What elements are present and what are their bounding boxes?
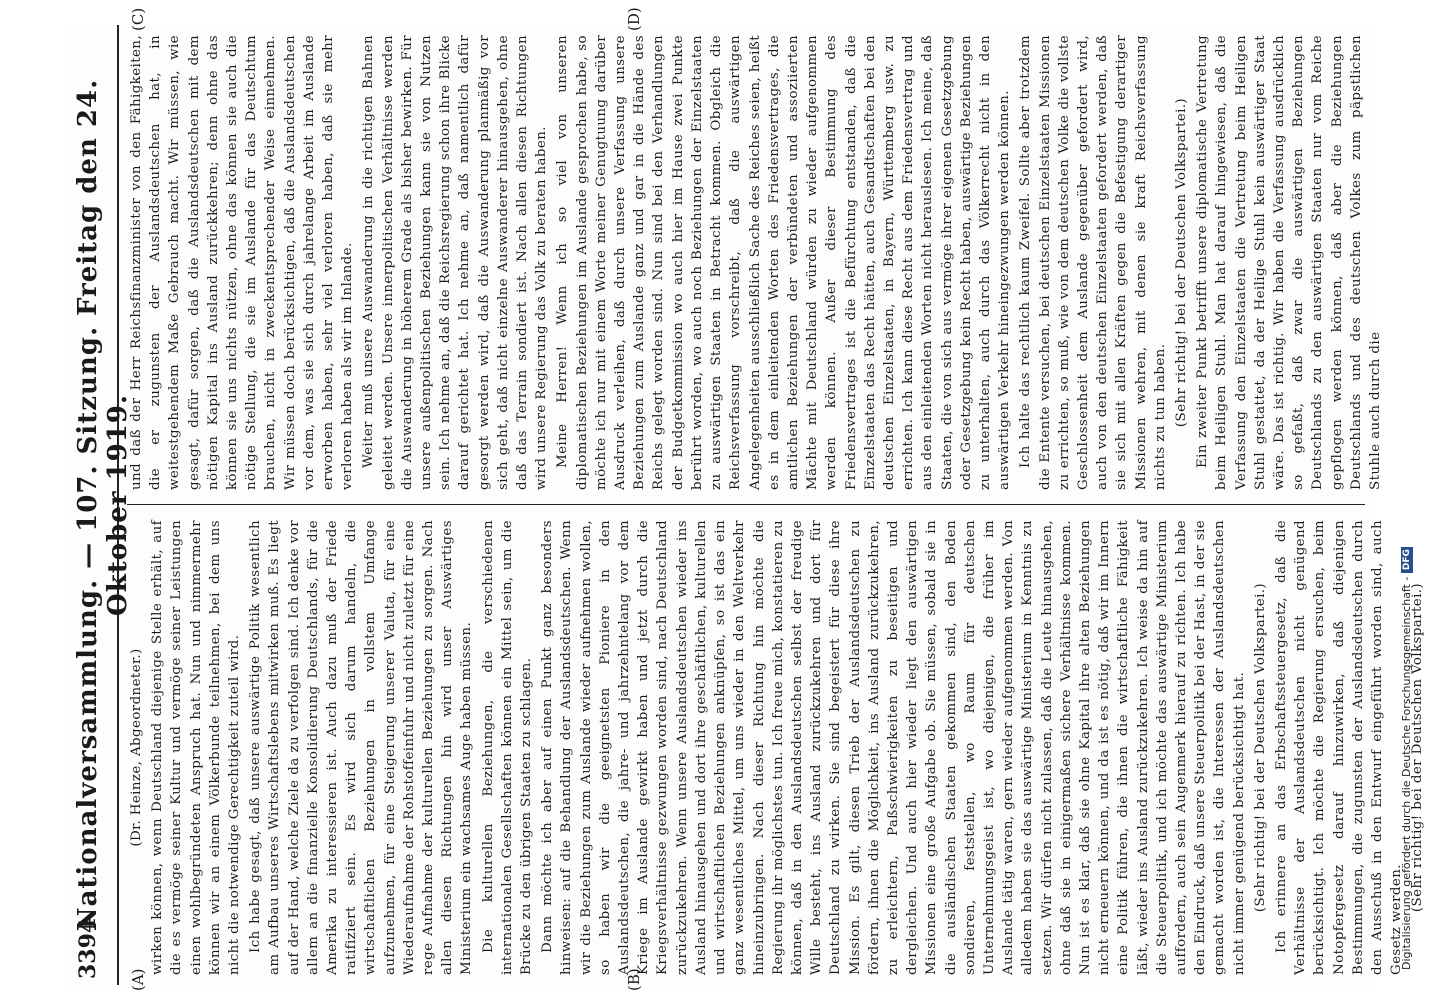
page-number: 3394 xyxy=(75,917,101,979)
paragraph: Meine Herren! Wenn ich so viel von unseren diplomatischen Beziehungen im Auslande gesprochen habe, so möchte ich nur mit einem Worte meiner Genugtuung darüber Ausdruck verleihen, daß durch unsere Verfassung unsere Beziehungen zum Auslande ganz und gar in die Hände des Reichs gelegt worden sind. Nun sind bei den Verhandlungen der Budgetkommission wo auch hier im Hause zwei Punkte berührt worden, wo auch noch Beziehungen der Einzelstaaten zu auswärtigen Staaten in Betracht kommen. Obgleich die Reichsverfassung vorschreibt, daß die auswärtigen Angelegenheiten ausschließlich Sache des Reiches seien, heißt es in dem einleitenden Worten des Friedensvertrages, die amtlichen Beziehungen der verbündeten und assoziierten Mächte mit Deutschland würden zu wieder aufgenommen werden können. Außer dieser Bestimmung des Friedensvertrages ist die Befürchtung entstanden, daß die Einzelstaaten das Recht hätten, auch Gesandtschaften bei den deutschen Einzelstaaten, in Bayern, Württemberg usw. zu errichten. Ich kann diese Recht aus dem Friedensvertrag und aus den einleitenden Worten nicht herauslesen. Ich meine, daß Staaten, die von sich aus vermöge ihrer eigenen Gesetzgebung oder Gesetzgebung kein Recht haben, auswärtige Beziehungen zu unterhalten, auch durch das Völkerrecht nicht in den auswärtigen Verkehr hineingezwungen werden können. xyxy=(555,35,1013,490)
interjection: (Sehr richtig! bei der Deutschen Volkspartei.) xyxy=(1410,582,1426,913)
page-title: Nationalversammlung. — 107. Sitzung. Freitag den 24. Oktober 1919. xyxy=(73,78,133,932)
interjection: (Sehr richtig! bei der Deutschen Volkspartei.) xyxy=(1252,582,1268,913)
dfg-logo: DFG xyxy=(1401,547,1413,573)
paragraph: und daß der Herr Reichsfinanzminister von den Fähigkeiten, die er zugunsten der Auslandsdeutschen hat, in weitestgehendem Maße Gebrauch macht. Wir müssen, wie gesagt, dafür sorgen, daß die Auslandsdeutschen mit dem nötigen Kapital ins Ausland zurückkehren; denn ohne das können sie uns nichts nützen, ohne das können sie auch die nötige Stellung, die sie im Auslande für das Deutschtum brauchen, nicht in zweckentsprechender Weise einnehmen. Wir müssen doch berücksichtigen, daß die Auslandsdeutschen vor dem, was sie sich durch jahrelange Arbeit im Auslande erworben haben, sehr viel verloren haben, daß sie mehr verloren haben als wir im Inlande. xyxy=(129,35,356,490)
paragraph: Die kulturellen Beziehungen, die verschiedenen internationalen Gesellschaften können ein Mittel sein, um die Brücke zu den übrigen Staaten zu schlagen. xyxy=(480,520,535,975)
margin-letter-b: (B) xyxy=(625,968,643,991)
paragraph: Ich halte das rechtlich kaum Zweifel. Sollte aber trotzdem die Entente versuchen, bei deutschen Einzelstaaten Missionen zu errichten, so muß, wie von dem deutschen Volke die vollste Geschlossenheit dem Auslande gegenüber gefordert wird, auch von den deutschen Einzelstaaten gefordert werden, daß sie sich mit allen Kräften gegen die Befestigung derartiger Missionen wehren, mit denen sie kraft Reichsverfassung nichts zu tun haben. xyxy=(1018,35,1168,490)
paragraph: Ein zweiter Punkt betrifft unsere diplomatische Vertretung beim Heiligen Stuhl. Man hat darauf hingewiesen, daß die Verfassung den Einzelstaaten die Vertretung beim Heiligen Stuhl gestattet, da der Heilige Stuhl kein auswärtiger Staat wäre. Das ist richtig. Wir haben die Verfassung ausdrücklich so gefaßt, daß zwar die auswärtigen Beziehungen Deutschlands zu den auswärtigen Staaten nur vom Reiche gepflogen werden können, daß aber die Beziehungen Deutschlands und des deutschen Volkes zum päpstlichen Stuhle auch durch die xyxy=(1195,35,1383,490)
paragraph: wirken können, wenn Deutschland diejenige Stelle erhält, auf die es vermöge seiner Kultur und vermöge seiner Leistungen einen wohlbegründeten Anspruch hat. Nun und nimmermehr können wir an einem Völkerbunde teilnehmen, bei dem uns nicht die notwendige Gerechtigkeit zuteil wird. xyxy=(150,520,243,975)
paragraph: Dann möchte ich aber auf einen Punkt ganz besonders hinweisen: auf die Behandlung der Auslandsdeutschen. Wenn wir die Beziehungen zum Auslande wieder aufnehmen wollen, so haben wir die geeignetsten Pioniere in den Auslandsdeutschen, die jahre- und jahrzehntelang vor dem Kriege im Auslande gewirkt haben und jetzt durch die Kriegsverhältnisse gezwungen worden sind, nach Deutschland zurückzukehren. Wenn unsere Auslandsdeutschen wieder ins Ausland hinausgehen und dort ihre geschäftlichen, kulturellen und wirtschaftlichen Beziehungen anknüpfen, so ist das ein ganz wesentliches Mittel, um uns wieder in den Weltverkehr hineinzubringen. Nach dieser Richtung hin möchte die Regierung ihr möglichstes tun. Ich freue mich, konstatieren zu können, daß in den Auslandsdeutschen selbst der freudige Wille besteht, ins Ausland zurückzukehren und dort für Deutschland zu wirken. Sie sind begeistert für diese ihre Mission. Es gilt, diesen Trieb der Auslandsdeutschen zu fördern, ihnen die Möglichkeit, ins Ausland zurückzukehren, zu erleichtern, Paßschwierigkeiten zu beseitigen und dergleichen. Und auch hier wieder liegt den auswärtigen Missionen eine große Aufgabe ob. Sie müssen, sobald sie in die ausländischen Staaten gekommen sind, den Boden sondieren, feststellen, wo Raum für deutschen Unternehmungsgeist ist, wo diejenigen, die früher im Auslande tätig waren, gern wieder aufgenommen werden. Von alledem haben sie das auswärtige Ministerium in Kenntnis zu setzen. Wir dürfen nicht zulassen, daß die Leute hinausgehen, ohne daß sie in einigermaßen sichere Verhältnisse kommen. Nun ist es klar, daß sie ohne Kapital ihre alten Beziehungen nicht erneuern können, und da ist es nötig, daß wir im Innern eine Politik führen, die ihnen die wirtschaftliche Fähigkeit läßt, wieder ins Ausland zurückzukehren. Ich weise da hin auf die Steuerpolitik, und ich möchte das auswärtige Ministerium auffordern, auch sein Augenmerk hierauf zu richten. Ich habe den Eindruck, daß unsere Steuerpolitik bei der Hast, in der sie gemacht worden ist, die Interessen der Auslandsdeutschen nicht immer genügend berücksichtigt hat. xyxy=(540,520,1247,975)
speaker-line: (Dr. Heinze, Abgeordneter.) xyxy=(129,648,144,847)
page-header xyxy=(65,25,133,985)
column-divider xyxy=(127,504,1365,505)
funding-text: Digitalisierung gefördert durch die Deutsche Forschungsgemeinschaft - xyxy=(1400,576,1413,970)
footer-credit xyxy=(1400,10,1430,990)
paragraph: Ich erinnere an das Erbschaftssteuergesetz, daß die Verhältnisse der Auslandsdeutschen nicht genügend berücksichtigt. Ich möchte die Regierung ersuchen, beim Notopfergesetz darauf hinzuwirken, daß diejenigen Bestimmungen, die zugunsten der Auslandsdeutschen durch den Ausschuß in den Entwurf eingeführt worden sind, auch Gesetz werden. xyxy=(1273,520,1405,975)
margin-letter-c: (C) xyxy=(129,7,147,31)
interjection: (Sehr richtig! bei der Deutschen Volkspartei.) xyxy=(1173,97,1189,428)
funding-note xyxy=(1400,547,1413,970)
margin-letter-d: (D) xyxy=(625,7,643,31)
margin-letter-a: (A) xyxy=(129,968,147,991)
paragraph: Weiter muß unsere Auswanderung in die richtigen Bahnen geleitet werden. Unsere innerpolitischen Verhältnisse werden die Auswanderung in höherem Grade als bisher bewirken. Für unsere außenpolitischen Beziehungen kann sie von Nutzen sein. Ich nehme an, daß die Reichsregierung schon ihre Blicke darauf gerichtet hat. Ich nehme an, daß namentlich dafür gesorgt werden wird, daß die Auswanderung planmäßig vor sich geht, daß nicht einzelne Auswanderer hinausgehen, ohne daß das Terrain sondiert ist. Nach allen diesen Richtungen wird unsere Regierung das Volk zu beraten haben. xyxy=(361,35,550,490)
right-column xyxy=(127,35,1383,490)
paragraph: Ich habe gesagt, daß unsere auswärtige Politik wesentlich am Aufbau unseres Wirtschaftslebens mitwirken muß. Es liegt auf der Hand, welche Ziele da zu verfolgen sind. Ich denke vor allem an die finanzielle Konsolidierung Deutschlands, für die Amerika zu interessieren ist. Auch dazu muß der Friede ratifiziert sein. Es wird sich darum handeln, die wirtschaftlichen Beziehungen in vollstem Umfange aufzunehmen, für eine Steigerung unserer Valuta, für eine Wiederaufnahme der Rohstoffeinfuhr und nicht zuletzt für eine rege Aufnahme der kulturellen Beziehungen zu sorgen. Nach allen diesen Richtungen hin wird unser Auswärtiges Ministerium ein wachsames Auge haben müssen. xyxy=(248,520,475,975)
